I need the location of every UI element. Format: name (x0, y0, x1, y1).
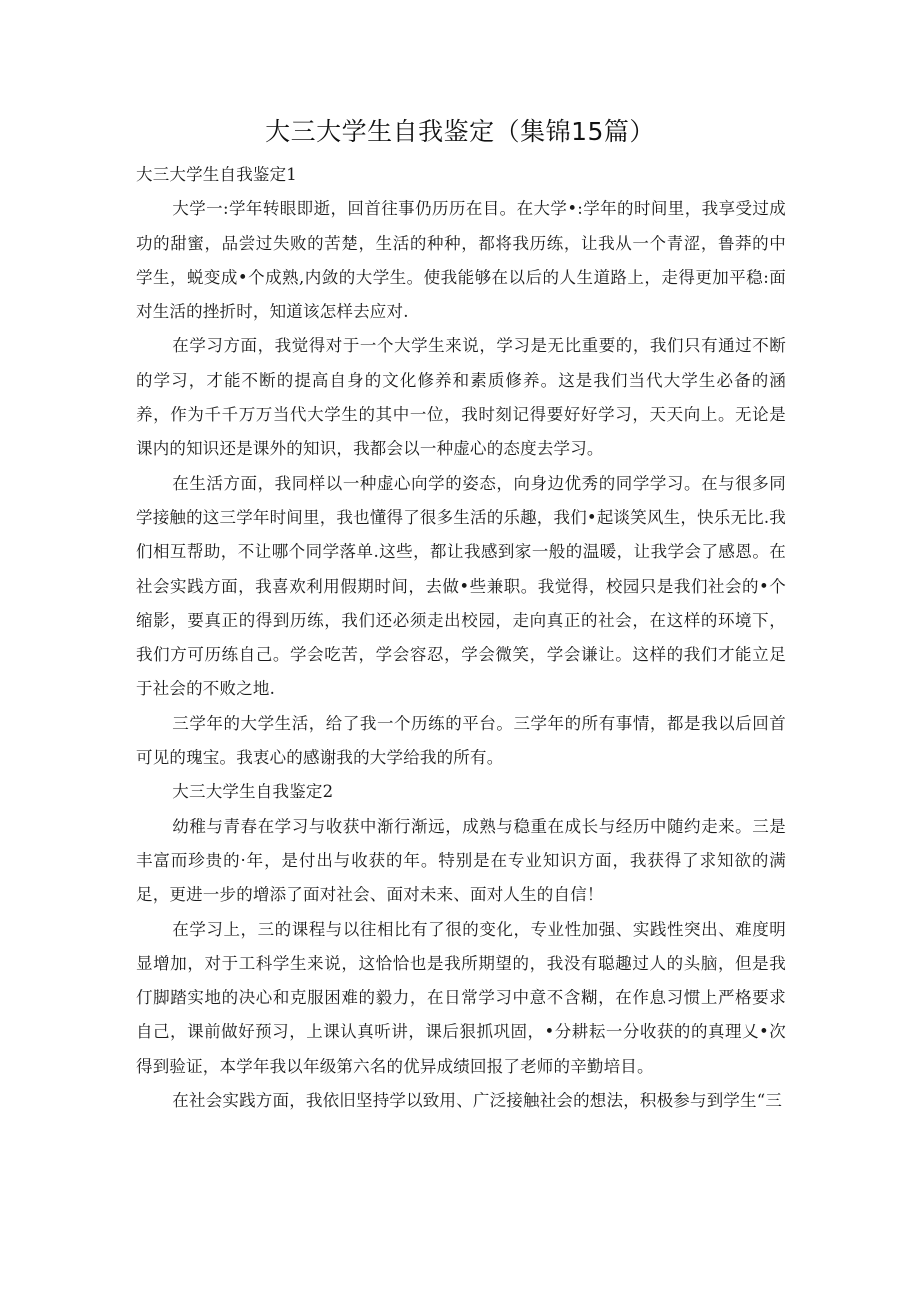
body-paragraph: 在学习上，三的课程与以往相比有了很的变化，专业性加强、实践性突出、难度明显增加，对于工科学生来说，这恰恰也是我所期望的，我没有聪趣过人的头脑，但是我仃脚踏实地的决心和克服困难的毅力，在日常学习中意不含糊，在作息习惯上严格要求自己，课前做好预习，上课认真听讲，课后狠抓巩固，•分耕耘一分收获的的真理乂•次得到验证，本学年我以年级第六名的优异成绩回报了老师的辛勤培目。 (136, 919, 786, 1076)
document-body (136, 158, 786, 1118)
body-paragraph: 在生活方面，我同样以一种虚心向学的姿态，向身边优秀的同学学习。在与很多同学接触的这三学年时间里，我也懂得了很多生活的乐趣，我们•起谈笑风生，快乐无比.我们相互帮助，不让哪个同学落单.这些，都让我感到家一般的温暖，让我学会了感恩。在社会实践方面，我喜欢利用假期时间，去做•些兼职。我觉得，校园只是我们社会的•个缩影，要真正的得到历练，我们还必须走出校园，走向真正的社会，在这样的环境下，我们方可历练自己。学会吃苦，学会容忍，学会微笑，学会谦让。这样的我们才能立足于社会的不败之地. (136, 473, 786, 699)
body-paragraph: 三学年的大学生活，给了我一个历练的平台。三学年的所有事情，都是我以后回首可见的瑰宝。我衷心的感谢我的大学给我的所有。 (136, 713, 786, 768)
body-paragraph: 大学一:学年转眼即逝，回首往事仍历历在目。在大学•:学年的时间里，我享受过成功的甜蜜，品尝过失败的苦楚，生活的种种，都将我历练，让我从一个青涩，鲁莽的中学生，蜕变成•个成熟,内敛的大学生。使我能够在以后的人生道路上，走得更加平稳:面对生活的挫折时，知道该怎样去应对. (136, 199, 786, 322)
section-heading: 大三大学生自我鉴定2 (172, 782, 334, 802)
body-paragraph: 在学习方面，我觉得对于一个大学生来说，学习是无比重要的，我们只有通过不断的学习，才能不断的提高自身的文化修养和素质修养。这是我们当代大学生必备的涵养，作为千千万万当代大学生的其中一位，我时刻记得要好好学习，天天向上。无论是课内的知识还是课外的知识，我都会以一种虚心的态度去学习。 (136, 336, 786, 459)
body-paragraph: 幼稚与青春在学习与收获中渐行渐远，成熟与稳重在成长与经历中随约走来。三是丰富而珍贵的·年，是付出与收获的年。特别是在专业知识方面，我获得了求知欲的满足，更进一步的增添了面对社会、面对未来、面对人生的自信！ (136, 816, 786, 905)
body-paragraph: 在社会实践方面，我依旧坚持学以致用、广泛接触社会的想法，积极参与到学生“三 (172, 1091, 783, 1111)
section-heading: 大三大学生自我鉴定1 (136, 165, 297, 184)
document-title: 大三大学生自我鉴定（集锦15篇） (265, 117, 655, 146)
